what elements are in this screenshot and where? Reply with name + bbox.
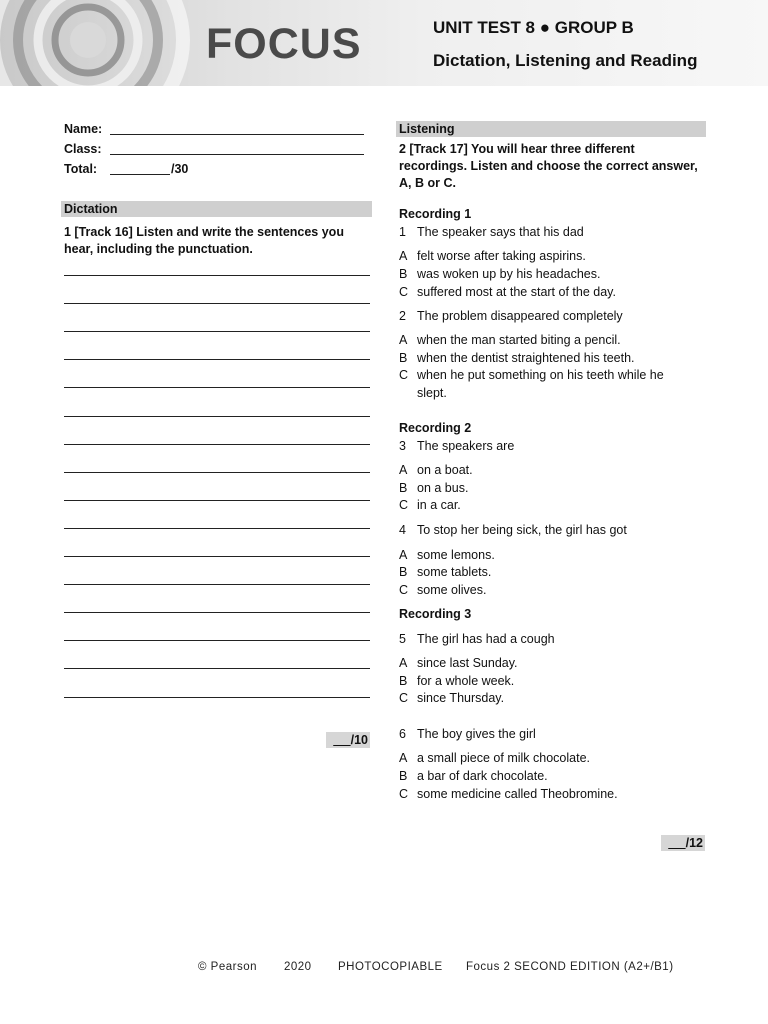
dictation-score: /10 (326, 732, 370, 748)
class-label: Class: (64, 142, 102, 156)
dictation-writing-line[interactable] (64, 668, 370, 669)
footer-photocopiable: PHOTOCOPIABLE (338, 961, 443, 973)
dictation-writing-line[interactable] (64, 275, 370, 276)
dictation-writing-line[interactable] (64, 359, 370, 360)
dictation-writing-line[interactable] (64, 331, 370, 332)
name-label: Name: (64, 122, 103, 136)
dictation-writing-line[interactable] (64, 556, 370, 557)
total-suffix: /30 (171, 162, 189, 176)
name-field[interactable] (110, 134, 364, 135)
focus-logo: FOCUS (206, 20, 362, 68)
unit-subtitle: Dictation, Listening and Reading (433, 51, 698, 70)
dictation-writing-line[interactable] (64, 416, 370, 417)
unit-title: UNIT TEST 8 ● GROUP B (433, 18, 634, 37)
recording-3-label: Recording 3 (399, 607, 472, 621)
recording-2-label: Recording 2 (399, 421, 472, 435)
dictation-writing-line[interactable] (64, 387, 370, 388)
footer-year: 2020 (284, 961, 312, 973)
dictation-writing-line[interactable] (64, 584, 370, 585)
recording-1-label: Recording 1 (399, 207, 472, 221)
dictation-writing-line[interactable] (64, 640, 370, 641)
footer-edition: Focus 2 SECOND EDITION (A2+/B1) (466, 961, 674, 973)
page-header (0, 0, 768, 86)
dictation-heading: Dictation (61, 201, 372, 217)
dictation-writing-line[interactable] (64, 697, 370, 698)
dictation-writing-line[interactable] (64, 472, 370, 473)
total-field[interactable] (110, 174, 170, 175)
dictation-writing-line[interactable] (64, 612, 370, 613)
dictation-writing-line[interactable] (64, 444, 370, 445)
dictation-instruction: 1 [Track 16] Listen and write the sentences you hear, including the punctuation. (64, 225, 344, 256)
dictation-writing-line[interactable] (64, 303, 370, 304)
swirl-logo-graphic (0, 0, 200, 86)
listening-score: /12 (661, 835, 705, 851)
dictation-writing-line[interactable] (64, 500, 370, 501)
listening-heading: Listening (396, 121, 706, 137)
total-label: Total: (64, 162, 98, 176)
dictation-writing-line[interactable] (64, 528, 370, 529)
listening-instruction: 2 [Track 17] You will hear three different recordings. Listen and choose the correct answer, A, B or C. (399, 142, 698, 190)
class-field[interactable] (110, 154, 364, 155)
footer-copyright: © Pearson (198, 961, 258, 973)
